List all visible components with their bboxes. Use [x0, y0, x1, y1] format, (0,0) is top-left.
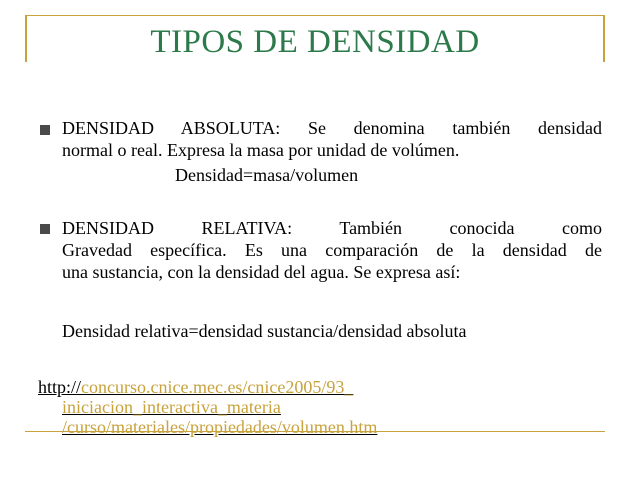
slide-title: TIPOS DE DENSIDAD	[150, 24, 480, 60]
square-bullet-icon	[40, 125, 50, 135]
absolute-density-paragraph	[62, 117, 602, 161]
source-link-line-3[interactable]	[38, 417, 478, 437]
square-bullet-icon	[40, 224, 50, 234]
relative-density-line-1: DENSIDAD RELATIVA: También conocida como	[62, 218, 602, 238]
absolute-density-line-1: DENSIDAD ABSOLUTA: Se denomina también densidad	[62, 118, 602, 138]
source-link-line-1[interactable]	[38, 377, 478, 397]
frame-top-line	[25, 15, 605, 16]
source-link-text-3[interactable]: /curso/materiales/propiedades/volumen.htm	[62, 417, 378, 437]
source-link-line-2[interactable]	[38, 397, 478, 417]
relative-density-line-2: Gravedad específica. Es una comparación de la densidad de	[62, 240, 602, 260]
relative-density-paragraph	[62, 217, 602, 283]
source-link-text-1[interactable]: concurso.cnice.mec.es/cnice2005/93_	[81, 377, 354, 397]
source-link-text-2[interactable]: iniciacion_interactiva_materia	[62, 397, 281, 417]
relative-density-formula: Densidad relativa=densidad sustancia/densidad absoluta	[62, 321, 467, 341]
source-link-prefix[interactable]: http://	[38, 377, 82, 397]
absolute-density-line-2: normal o real. Expresa la masa por unidad de volúmen.	[62, 140, 460, 160]
source-link[interactable]	[38, 377, 478, 437]
relative-density-line-3: una sustancia, con la densidad del agua. Se expresa así:	[62, 262, 461, 282]
density-formula: Densidad=masa/volumen	[175, 165, 359, 185]
